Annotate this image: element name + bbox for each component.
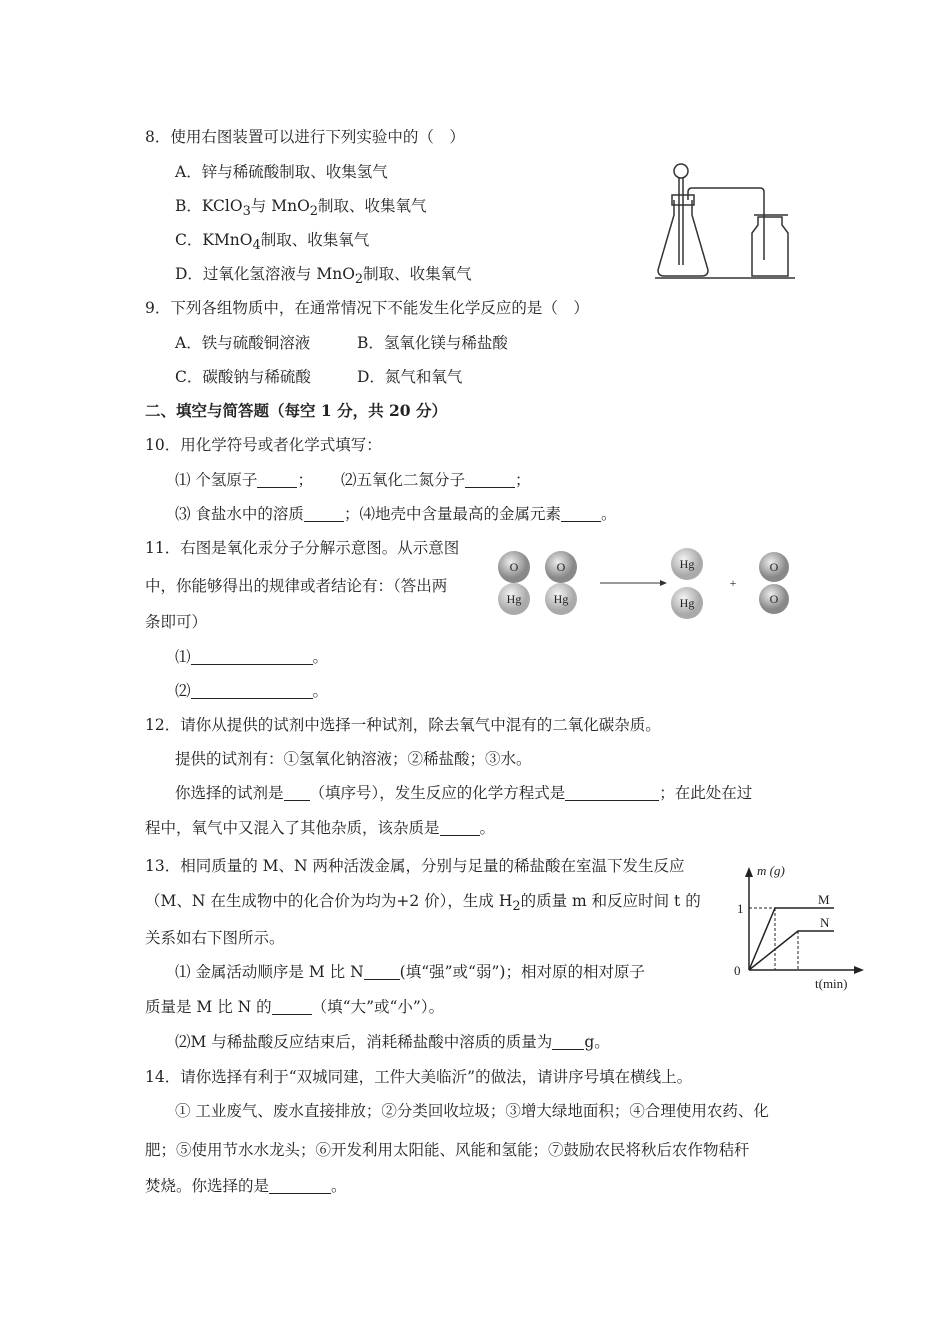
y-axis-arrow-icon xyxy=(745,867,753,877)
q11-line3: 条即可） xyxy=(145,613,208,631)
q10-line1: ⑴ 个氢原子 ； ⑵五氧化二氮分子 ； xyxy=(175,471,531,489)
series-n-label: N xyxy=(820,915,830,930)
q12-line3: 你选择的试剂是 （填序号），发生反应的化学方程式是 ；在此处在过 xyxy=(175,784,753,802)
q8-option-a: A．锌与稀硫酸制取、收集氢气 xyxy=(175,163,388,181)
svg-text:Hg: Hg xyxy=(506,592,522,606)
svg-text:Hg: Hg xyxy=(679,596,695,610)
q10-stem: 10．用化学符号或者化学式填写： xyxy=(145,436,382,454)
svg-text:Hg: Hg xyxy=(553,592,569,606)
origin-label: 0 xyxy=(734,963,741,978)
y-axis-label: m (g) xyxy=(757,863,785,878)
q8-option-c: C．KMnO$_4$制取、收集氧气 xyxy=(175,231,370,254)
q8-option-d: D．过氧化氢溶液与 MnO$_2$制取、收集氧气 xyxy=(175,265,472,288)
q9-option-d: D．氮气和氧气 xyxy=(357,368,463,386)
series-m-label: M xyxy=(818,892,830,907)
svg-text:O: O xyxy=(556,560,566,574)
q12-line1: 12．请你从提供的试剂中选择一种试剂，除去氧气中混有的二氧化碳杂质。 xyxy=(145,716,661,734)
q9-option-a: A．铁与硫酸铜溶液 xyxy=(175,334,311,352)
q10-line2: ⑶ 食盐水中的溶质 ；⑷地壳中含量最高的金属元素 。 xyxy=(175,505,617,523)
q12-line2: 提供的试剂有：①氢氧化钠溶液；②稀盐酸；③水。 xyxy=(175,750,532,768)
y-tick-1: 1 xyxy=(737,901,744,916)
q13-line3: 关系如右下图所示。 xyxy=(145,929,285,947)
section-2-heading: 二、填空与简答题（每空 1 分，共 20 分） xyxy=(145,401,447,420)
svg-text:O: O xyxy=(769,560,779,574)
q13-line6: ⑵M 与稀盐酸反应结束后，消耗稀盐酸中溶质的质量为 g。 xyxy=(175,1033,610,1051)
q13-line5: 质量是 M 比 N 的 （填“大”或“小”）。 xyxy=(145,998,445,1016)
gas-apparatus-figure xyxy=(650,155,800,280)
mercury-oxide-decomposition-figure xyxy=(490,545,810,625)
svg-text:O: O xyxy=(509,560,519,574)
q14-line2: ① 工业废气、废水直接排放；②分类回收垃圾；③增大绿地面积；④合理使用农药、化 xyxy=(175,1102,769,1120)
q11-answer2: ⑵ 。 xyxy=(175,682,329,700)
q14-line1: 14．请你选择有利于“双城同建，工件大美临沂”的做法，请讲序号填在横线上。 xyxy=(145,1068,693,1086)
q13-line4: ⑴ 金属活动顺序是 M 比 N (填“强”或“弱”)；相对原的相对原子 xyxy=(175,963,645,981)
series-n-line xyxy=(749,931,834,970)
svg-text:+: + xyxy=(729,576,737,590)
q13-line2: （M、N 在生成物中的化合价为均为+2 价），生成 $H_2$的质量 m 和反应时间 t 的 xyxy=(145,892,701,915)
q8-stem: 8．使用右图装置可以进行下列实验中的（ ） xyxy=(145,128,465,146)
q11-line2: 中，你能够得出的规律或者结论有：（答出两 xyxy=(145,577,448,595)
svg-text:O: O xyxy=(769,592,779,606)
q9-stem: 9．下列各组物质中，在通常情况下不能发生化学反应的是（ ） xyxy=(145,299,589,317)
svg-text:Hg: Hg xyxy=(679,557,695,571)
x-axis-arrow-icon xyxy=(854,966,864,974)
x-axis-label: t(min) xyxy=(815,976,848,991)
q8-option-b: B．KClO$_3$与 MnO$_2$制取、收集氧气 xyxy=(175,197,427,220)
q14-line4: 焚烧。你选择的是 。 xyxy=(145,1177,347,1195)
q12-line4: 程中，氧气中又混入了其他杂质，该杂质是 。 xyxy=(145,819,496,837)
mass-time-graph xyxy=(730,855,870,995)
q9-option-b: B．氢氧化镁与稀盐酸 xyxy=(357,334,508,352)
q9-option-c: C．碳酸钠与稀硫酸 xyxy=(175,368,311,386)
q13-line1: 13．相同质量的 M、N 两种活泼金属，分别与足量的稀盐酸在室温下发生反应 xyxy=(145,857,685,875)
q11-line1: 11．右图是氧化汞分子分解示意图。从示意图 xyxy=(145,539,460,557)
q14-line3: 肥；⑤使用节水水龙头；⑥开发利用太阳能、风能和氢能；⑦鼓励农民将秋后农作物秸秆 xyxy=(145,1141,750,1159)
q11-answer1: ⑴ 。 xyxy=(175,648,329,666)
